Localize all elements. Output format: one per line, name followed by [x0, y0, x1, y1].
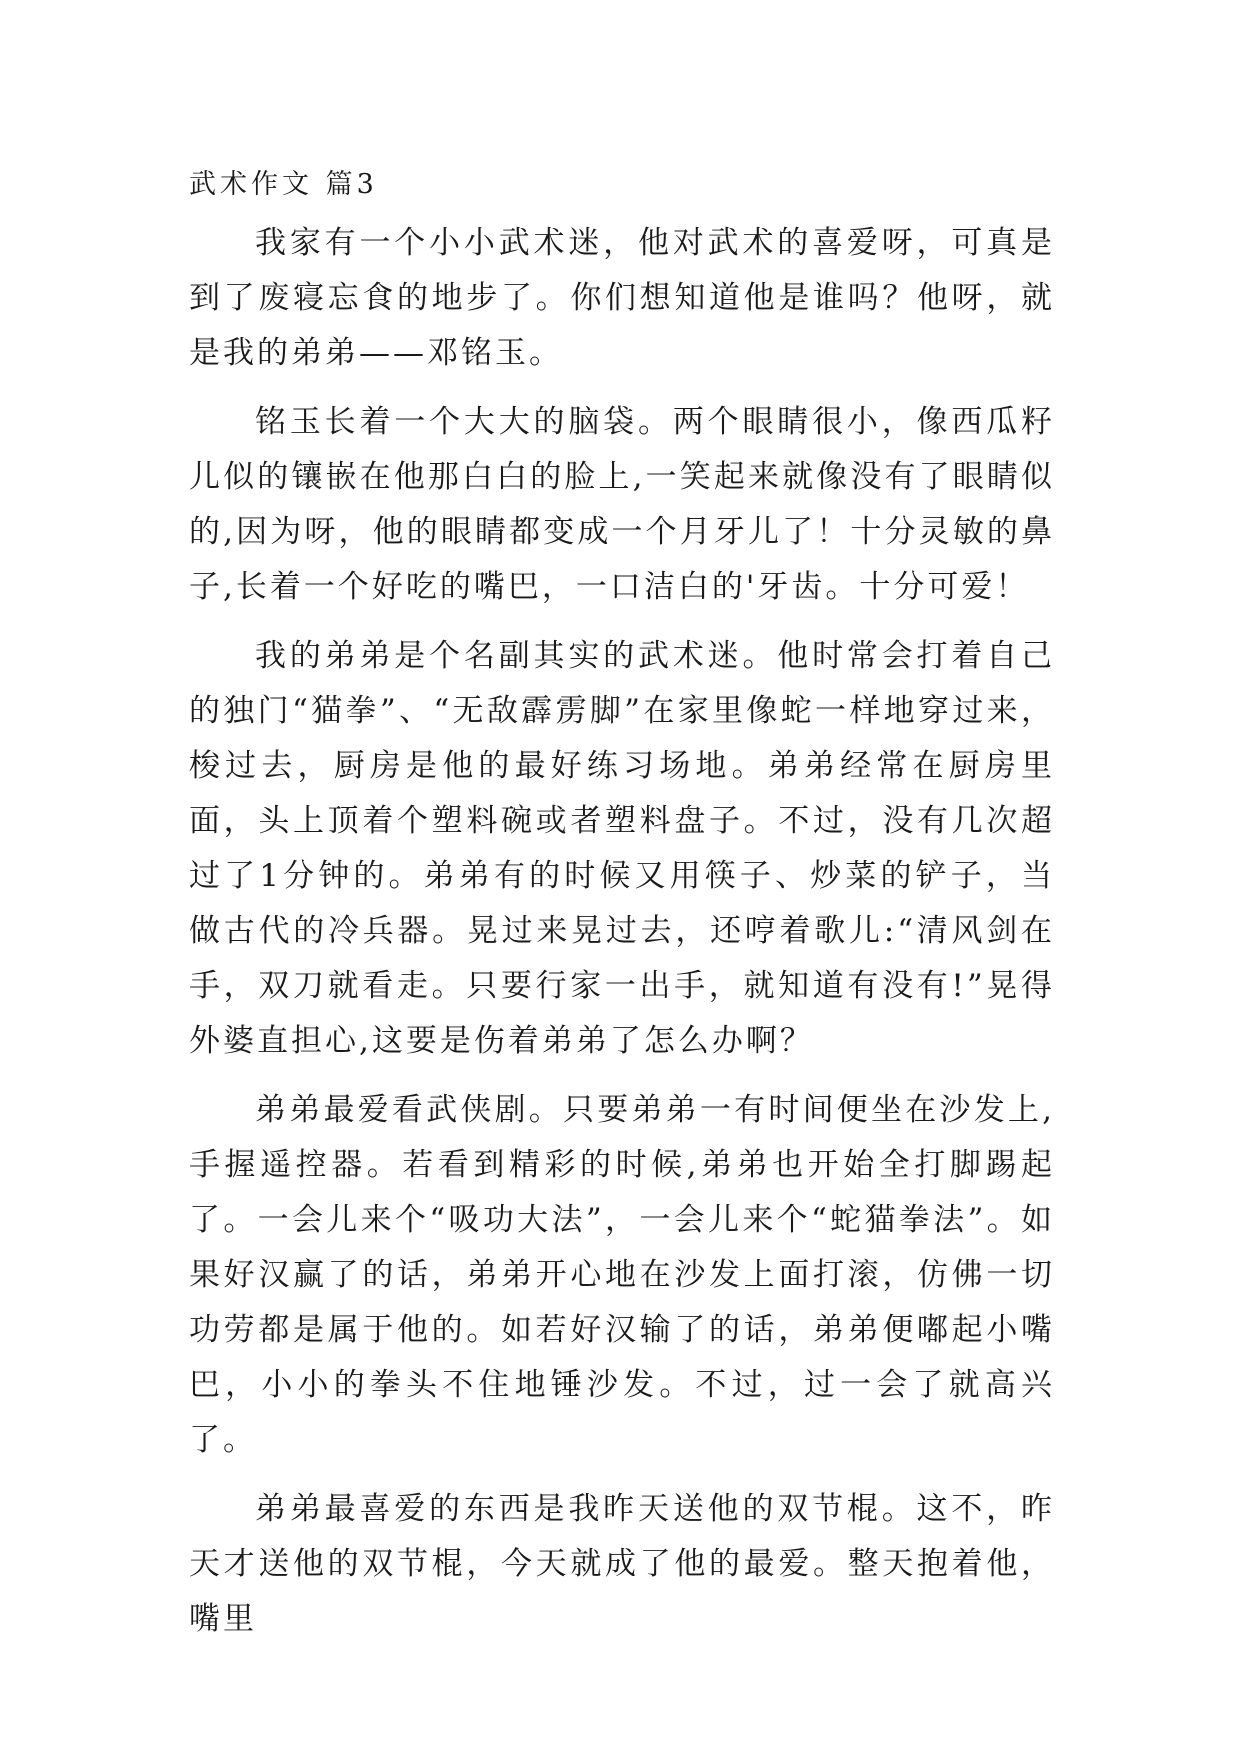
paragraph-intro: 我家有一个小小武术迷，他对武术的喜爱呀，可真是到了废寝忘食的地步了。你们想知道他是谁吗？他呀，就是我的弟弟——邓铭玉。 — [189, 225, 1055, 371]
document-body — [189, 160, 1055, 1661]
document-title: 武术作文 篇3 — [189, 169, 378, 200]
paragraph-appearance: 铭玉长着一个大大的脑袋。两个眼睛很小，像西瓜籽儿似的镶嵌在他那白白的脸上,一笑起来就像没有了眼睛似的,因为呀，他的眼睛都变成一个月牙儿了！十分灵敏的鼻子,长着一个好吃的嘴巴，一口洁白的'牙齿。十分可爱！ — [189, 404, 1055, 605]
paragraph-kungfu-fan: 我的弟弟是个名副其实的武术迷。他时常会打着自己的独门“猫拳”、“无敌霹雳脚”在家里像蛇一样地穿过来，梭过去，厨房是他的最好练习场地。弟弟经常在厨房里面，头上顶着个塑料碗或者塑料盘子。不过，没有几次超过了1分钟的。弟弟有的时候又用筷子、炒菜的铲子，当做古代的冷兵器。晃过来晃过去，还哼着歌儿:“清风剑在手，双刀就看走。只要行家一出手，就知道有没有!”晃得外婆直担心,这要是伤着弟弟了怎么办啊？ — [189, 638, 1055, 1059]
paragraph-nunchucks: 弟弟最喜爱的东西是我昨天送他的双节棍。这不，昨天才送他的双节棍，今天就成了他的最爱。整天抱着他，嘴里 — [189, 1491, 1055, 1637]
paragraph-martial-arts-drama: 弟弟最爱看武侠剧。只要弟弟一有时间便坐在沙发上,手握遥控器。若看到精彩的时候,弟弟也开始全打脚踢起了。一会儿来个“吸功大法”，一会儿来个“蛇猫拳法”。如果好汉赢了的话，弟弟开心地在沙发上面打滚，仿佛一切功劳都是属于他的。如若好汉输了的话，弟弟便嘟起小嘴巴，小小的拳头不住地锤沙发。不过，过一会了就高兴了。 — [189, 1092, 1055, 1458]
